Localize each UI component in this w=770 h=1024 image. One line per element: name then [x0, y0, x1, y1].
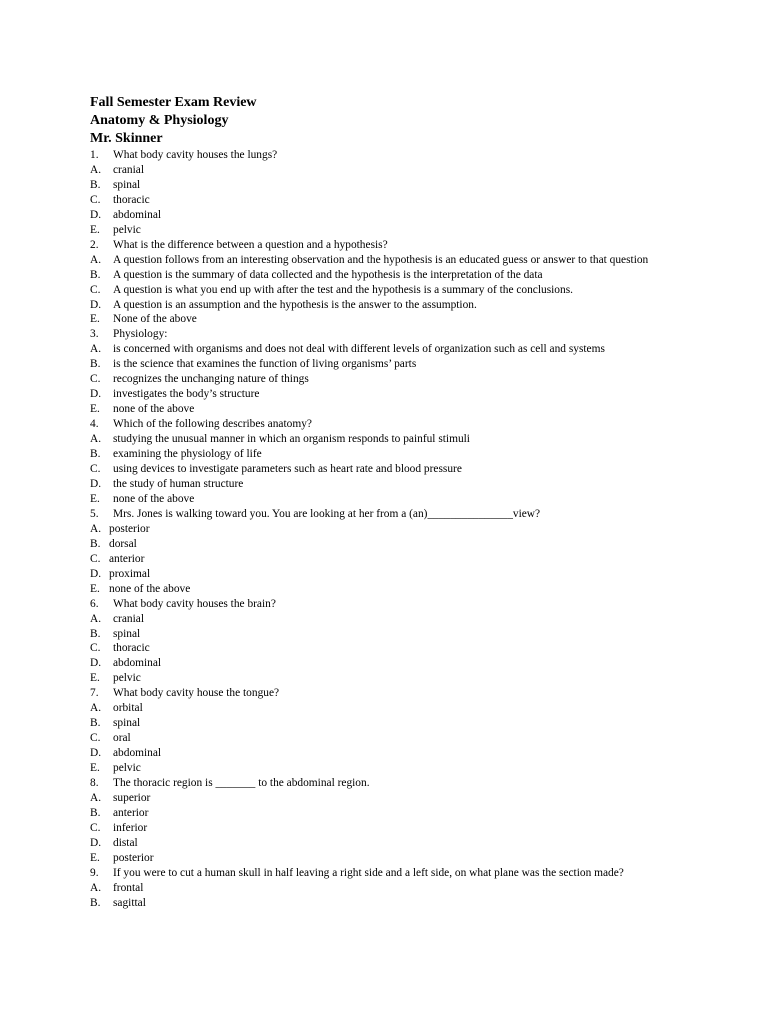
- option-text: pelvic: [113, 762, 141, 775]
- option-letter: B.: [90, 896, 101, 909]
- option-letter: C.: [90, 283, 101, 296]
- option-letter: D.: [90, 657, 102, 670]
- answer-option: [90, 372, 700, 387]
- option-text: abdominal: [113, 747, 162, 760]
- option-text: oral: [113, 732, 131, 745]
- question-text: What body cavity house the tongue?: [113, 687, 280, 700]
- option-letter: C.: [90, 642, 101, 655]
- question-text: Physiology:: [113, 328, 168, 341]
- answer-option: [90, 432, 700, 447]
- answer-option: [90, 477, 700, 492]
- answer-option: [90, 761, 700, 776]
- option-letter: D.: [90, 388, 102, 401]
- option-text: none of the above: [113, 403, 195, 416]
- question-number: 2.: [90, 238, 99, 251]
- answer-option: [90, 537, 700, 552]
- option-letter: B.: [90, 627, 101, 640]
- option-text: pelvic: [113, 223, 141, 236]
- option-text: inferior: [113, 821, 148, 834]
- option-letter: D.: [90, 477, 102, 490]
- option-letter: C.: [90, 373, 101, 386]
- option-text: A question follows from an interesting observation and the hypothesis is an educated guess or answer to that question: [113, 253, 649, 266]
- question-text: Mrs. Jones is walking toward you. You are looking at her from a (an)_______________view?: [113, 507, 541, 520]
- option-text: none of the above: [109, 582, 191, 595]
- option-text: examining the physiology of life: [113, 448, 262, 461]
- option-letter: D.: [90, 298, 102, 311]
- option-letter: E.: [90, 762, 100, 775]
- option-text: studying the unusual manner in which an organism responds to painful stimuli: [113, 433, 470, 446]
- option-letter: D.: [90, 747, 102, 760]
- option-letter: E.: [90, 582, 100, 595]
- question-number: 6.: [90, 597, 99, 610]
- answer-option: [90, 193, 700, 208]
- answer-option: [90, 163, 700, 178]
- option-letter: D.: [90, 208, 102, 221]
- option-text: the study of human structure: [113, 477, 244, 490]
- option-letter: B.: [90, 268, 101, 281]
- answer-option: [90, 836, 700, 851]
- question-number: 8.: [90, 777, 99, 790]
- option-text: A question is the summary of data collected and the hypothesis is the interpretation of the data: [113, 268, 543, 281]
- option-text: is the science that examines the function of living organisms’ parts: [113, 358, 417, 371]
- answer-option: [90, 656, 700, 671]
- answer-option: [90, 312, 700, 327]
- option-letter: A.: [90, 612, 102, 625]
- option-letter: A.: [90, 522, 102, 535]
- option-text: A question is what you end up with after the test and the hypothesis is a summary of the conclusions.: [113, 283, 573, 296]
- option-text: cranial: [113, 163, 144, 176]
- option-text: spinal: [113, 178, 141, 191]
- question-text: What body cavity houses the lungs?: [113, 149, 278, 161]
- option-letter: A.: [90, 702, 102, 715]
- answer-option: [90, 522, 700, 537]
- option-text: dorsal: [109, 537, 137, 550]
- answer-option: [90, 447, 700, 462]
- answer-option: [90, 402, 700, 417]
- option-text: orbital: [113, 702, 143, 715]
- answer-option: [90, 387, 700, 402]
- option-text: posterior: [113, 851, 154, 864]
- question-list: [90, 148, 700, 911]
- question-item: [90, 417, 700, 432]
- answer-option: [90, 268, 700, 283]
- answer-option: [90, 208, 700, 223]
- option-letter: E.: [90, 851, 100, 864]
- answer-option: [90, 462, 700, 477]
- answer-option: [90, 896, 700, 911]
- answer-option: [90, 283, 700, 298]
- option-text: recognizes the unchanging nature of things: [113, 373, 309, 386]
- option-letter: B.: [90, 537, 101, 550]
- option-letter: C.: [90, 821, 101, 834]
- answer-option: [90, 701, 700, 716]
- answer-option: [90, 492, 700, 507]
- option-letter: C.: [90, 732, 101, 745]
- option-text: thoracic: [113, 193, 150, 206]
- answer-option: [90, 552, 700, 567]
- question-item: [90, 866, 700, 881]
- option-letter: C.: [90, 463, 101, 476]
- option-letter: E.: [90, 313, 100, 326]
- question-text: Which of the following describes anatomy?: [113, 418, 312, 431]
- answer-option: [90, 357, 700, 372]
- option-text: pelvic: [113, 672, 141, 685]
- answer-option: [90, 223, 700, 238]
- question-text: The thoracic region is _______ to the abdominal region.: [113, 777, 370, 790]
- question-text: If you were to cut a human skull in half leaving a right side and a left side, on what plane was the section made?: [113, 866, 624, 879]
- option-letter: A.: [90, 343, 102, 356]
- option-text: abdominal: [113, 208, 162, 221]
- option-letter: C.: [90, 552, 101, 565]
- answer-option: [90, 641, 700, 656]
- answer-option: [90, 746, 700, 761]
- option-letter: E.: [90, 492, 100, 505]
- option-text: superior: [113, 791, 151, 804]
- option-text: spinal: [113, 717, 141, 730]
- option-text: A question is an assumption and the hypothesis is the answer to the assumption.: [113, 298, 477, 311]
- option-text: thoracic: [113, 642, 150, 655]
- option-letter: E.: [90, 223, 100, 236]
- question-number: 9.: [90, 866, 99, 879]
- option-letter: B.: [90, 178, 101, 191]
- question-number: 4.: [90, 418, 99, 431]
- option-letter: A.: [90, 881, 102, 894]
- question-text: What body cavity houses the brain?: [113, 597, 276, 610]
- option-text: investigates the body’s structure: [113, 388, 260, 401]
- question-item: [90, 686, 700, 701]
- answer-option: [90, 806, 700, 821]
- document-title: Fall Semester Exam Review: [90, 95, 257, 110]
- option-letter: A.: [90, 433, 102, 446]
- answer-option: [90, 716, 700, 731]
- answer-option: [90, 342, 700, 357]
- option-letter: B.: [90, 806, 101, 819]
- option-text: frontal: [113, 881, 144, 894]
- answer-option: [90, 612, 700, 627]
- answer-option: [90, 582, 700, 597]
- option-text: is concerned with organisms and does not deal with different levels of organization such as cell and systems: [113, 343, 605, 356]
- option-letter: D.: [90, 836, 102, 849]
- option-text: anterior: [109, 552, 145, 565]
- option-text: distal: [113, 836, 138, 849]
- question-number: 7.: [90, 687, 99, 700]
- option-letter: C.: [90, 193, 101, 206]
- question-number: 5.: [90, 507, 99, 520]
- option-text: none of the above: [113, 492, 195, 505]
- option-letter: E.: [90, 403, 100, 416]
- option-text: using devices to investigate parameters such as heart rate and blood pressure: [113, 463, 462, 476]
- option-text: sagittal: [113, 896, 146, 909]
- option-letter: A.: [90, 253, 102, 266]
- option-letter: D.: [90, 567, 102, 580]
- option-letter: A.: [90, 791, 102, 804]
- option-letter: B.: [90, 717, 101, 730]
- option-text: spinal: [113, 627, 141, 640]
- option-letter: E.: [90, 672, 100, 685]
- subject-heading: Anatomy & Physiology: [90, 113, 229, 128]
- option-text: posterior: [109, 522, 150, 535]
- option-letter: B.: [90, 448, 101, 461]
- answer-option: [90, 851, 700, 866]
- option-letter: A.: [90, 163, 102, 176]
- answer-option: [90, 298, 700, 313]
- option-text: abdominal: [113, 657, 162, 670]
- answer-option: [90, 791, 700, 806]
- option-text: anterior: [113, 806, 149, 819]
- answer-option: [90, 253, 700, 268]
- teacher-name: Mr. Skinner: [90, 131, 163, 146]
- option-letter: B.: [90, 358, 101, 371]
- document-page: [90, 94, 700, 911]
- answer-option: [90, 731, 700, 746]
- answer-option: [90, 178, 700, 193]
- option-text: cranial: [113, 612, 144, 625]
- option-text: proximal: [109, 567, 151, 580]
- answer-option: [90, 671, 700, 686]
- question-number: 3.: [90, 328, 99, 341]
- answer-option: [90, 881, 700, 896]
- question-item: [90, 327, 700, 342]
- question-item: [90, 597, 700, 612]
- question-item: [90, 148, 700, 163]
- question-number: 1.: [90, 149, 99, 161]
- answer-option: [90, 821, 700, 836]
- question-item: [90, 238, 700, 253]
- answer-option: [90, 567, 700, 582]
- question-item: [90, 776, 700, 791]
- question-text: What is the difference between a question and a hypothesis?: [113, 238, 388, 251]
- question-item: [90, 507, 700, 522]
- option-text: None of the above: [113, 313, 197, 326]
- answer-option: [90, 627, 700, 642]
